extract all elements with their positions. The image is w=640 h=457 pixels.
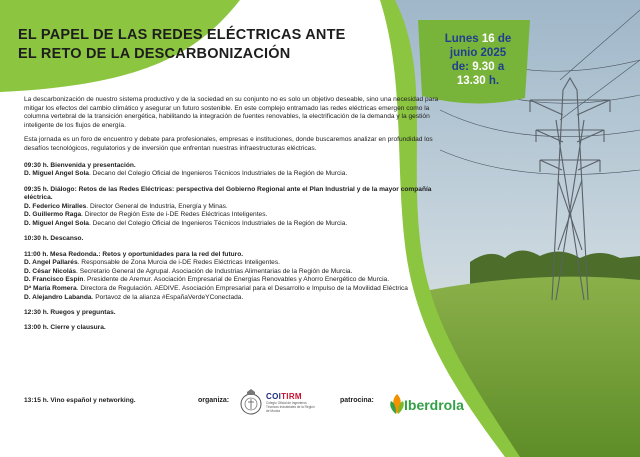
- speaker-role: . Decano del Colegio Oficial de Ingenieros Técnicos Industriales de la Región de Murcia.: [88, 170, 348, 178]
- speaker-line: [24, 294, 454, 303]
- date-badge: [432, 32, 524, 88]
- speaker-line: [24, 170, 454, 179]
- speaker-role: . Presidente de Aremur. Asociación Empresarial de Energías Renovables y Ahorro Energético de Murcia.: [83, 276, 390, 284]
- speaker-name: D. Francisco Espín: [24, 276, 84, 284]
- speaker-line: [24, 276, 454, 285]
- program-block-questions: [24, 309, 454, 318]
- badge-de2: de:: [451, 61, 470, 73]
- iberdrola-logo-text: Iberdrola: [404, 397, 464, 413]
- speaker-role: . Portavoz de la alianza #EspañaVerdeYConectada.: [91, 293, 244, 301]
- program-block-break: [24, 235, 454, 244]
- speaker-role: . Responsable de Zona Murcia de i-DE Redes Eléctricas Inteligentes.: [77, 259, 280, 267]
- page-title: [18, 26, 346, 64]
- intro-paragraph-1: La descarbonización de nuestro sistema productivo y de la sociedad en su conjunto no es solo un objetivo deseable, sino una necesidad para mitigar los efectos del cambio climático y asegurar un futuro sostenible. En este complejo entramado las redes eléctricas emergen como la columna vertebral de la transición energética, habilitando la integración de fuentes renovables, la electrificación de la demanda y la gestión inteligente de los flujos de energía.: [24, 96, 439, 129]
- speaker-name: D. Alejandro Labanda: [24, 293, 92, 301]
- program-heading-networking: 13:15 h. Vino español y networking.: [24, 397, 136, 404]
- speaker-name: D. Angel Pallarés: [24, 259, 78, 267]
- speaker-name: D. Miguel Angel Sola: [24, 170, 89, 178]
- speaker-role: . Directora de Regulación. AEDIVE. Asociación Empresarial para el Desarrollo e Impulso de la Movilidad Eléctrica: [76, 285, 408, 293]
- program-body: [24, 96, 454, 340]
- title-line-2: EL RETO DE LA DESCARBONIZACIÓN: [18, 46, 291, 62]
- badge-end-time: 13.30: [456, 75, 486, 87]
- footer: [0, 388, 640, 428]
- speaker-role: . Director de Región Este de i-DE Redes Eléctricas Inteligentes.: [81, 211, 268, 219]
- title-line-1: EL PAPEL DE LAS REDES ELÉCTRICAS ANTE: [18, 27, 346, 43]
- program-block-closing: [24, 324, 454, 333]
- badge-de: de: [497, 33, 512, 45]
- patrocina-label: patrocina:: [340, 397, 374, 404]
- badge-h: h.: [488, 75, 500, 87]
- intro-paragraph-2: Esta jornada es un foro de encuentro y debate para profesionales, empresas e instituciones, donde buscaremos analizar en profundidad los desafíos tecnológicos, regulatorios y de inversión que enfrentan nuestras infraestructuras eléctricas.: [24, 136, 433, 152]
- program-block-roundtable: [24, 251, 454, 303]
- coitirm-seal-icon: [239, 388, 263, 418]
- badge-day: Lunes: [444, 33, 479, 45]
- badge-month: junio 2025: [449, 47, 507, 59]
- program-block-dialogue: [24, 186, 454, 229]
- badge-a: a: [497, 61, 505, 73]
- speaker-role: . Decano del Colegio Oficial de Ingenieros Técnicos Industriales de la Región de Murcia.: [88, 219, 348, 227]
- program-heading: 09:35 h. Diálogo: Retos de las Redes Eléctricas: perspectiva del Gobierno Regional ante el Plan Industrial y de la mayor compañía eléctrica.: [24, 185, 432, 202]
- program-heading: 11:00 h. Mesa Redonda.: Retos y oportunidades para la red del futuro.: [24, 250, 244, 258]
- speaker-role: . Secretario General de Agrupal. Asociación de Industrias Alimentarias de la Región de Murcia.: [76, 267, 353, 275]
- speaker-line: [24, 211, 454, 220]
- speaker-line: [24, 220, 454, 229]
- speaker-line: [24, 268, 454, 277]
- coitirm-logo-b: TIRM: [281, 392, 302, 401]
- program-heading: 12:30 h. Ruegos y preguntas.: [24, 309, 116, 317]
- program-block-welcome: [24, 162, 454, 179]
- speaker-name: D. Guillermo Raga: [24, 211, 82, 219]
- speaker-line: [24, 203, 454, 212]
- speaker-name: D. Federico Miralles: [24, 202, 87, 210]
- badge-start-time: 9.30: [472, 61, 495, 73]
- coitirm-subtitle: Colegio Oficial de Ingenieros Técnicos Industriales de la Región de Murcia: [266, 401, 315, 413]
- speaker-line: [24, 285, 454, 294]
- speaker-name: D. Miguel Angel Sola: [24, 219, 89, 227]
- coitirm-logo-a: COI: [266, 392, 282, 401]
- speaker-name: D. César Nicolás: [24, 267, 77, 275]
- badge-daynum: 16: [481, 33, 495, 45]
- program-heading: 13:00 h. Cierre y clausura.: [24, 324, 106, 332]
- speaker-line: [24, 259, 454, 268]
- coitirm-logo: [266, 392, 302, 401]
- speaker-name: Dª María Romera: [24, 285, 77, 293]
- program-heading: 09:30 h. Bienvenida y presentación.: [24, 161, 136, 169]
- organiza-label: organiza:: [198, 397, 230, 404]
- program-heading: 10:30 h. Descanso.: [24, 235, 84, 243]
- speaker-role: . Director General de Industria, Energía y Minas.: [86, 202, 228, 210]
